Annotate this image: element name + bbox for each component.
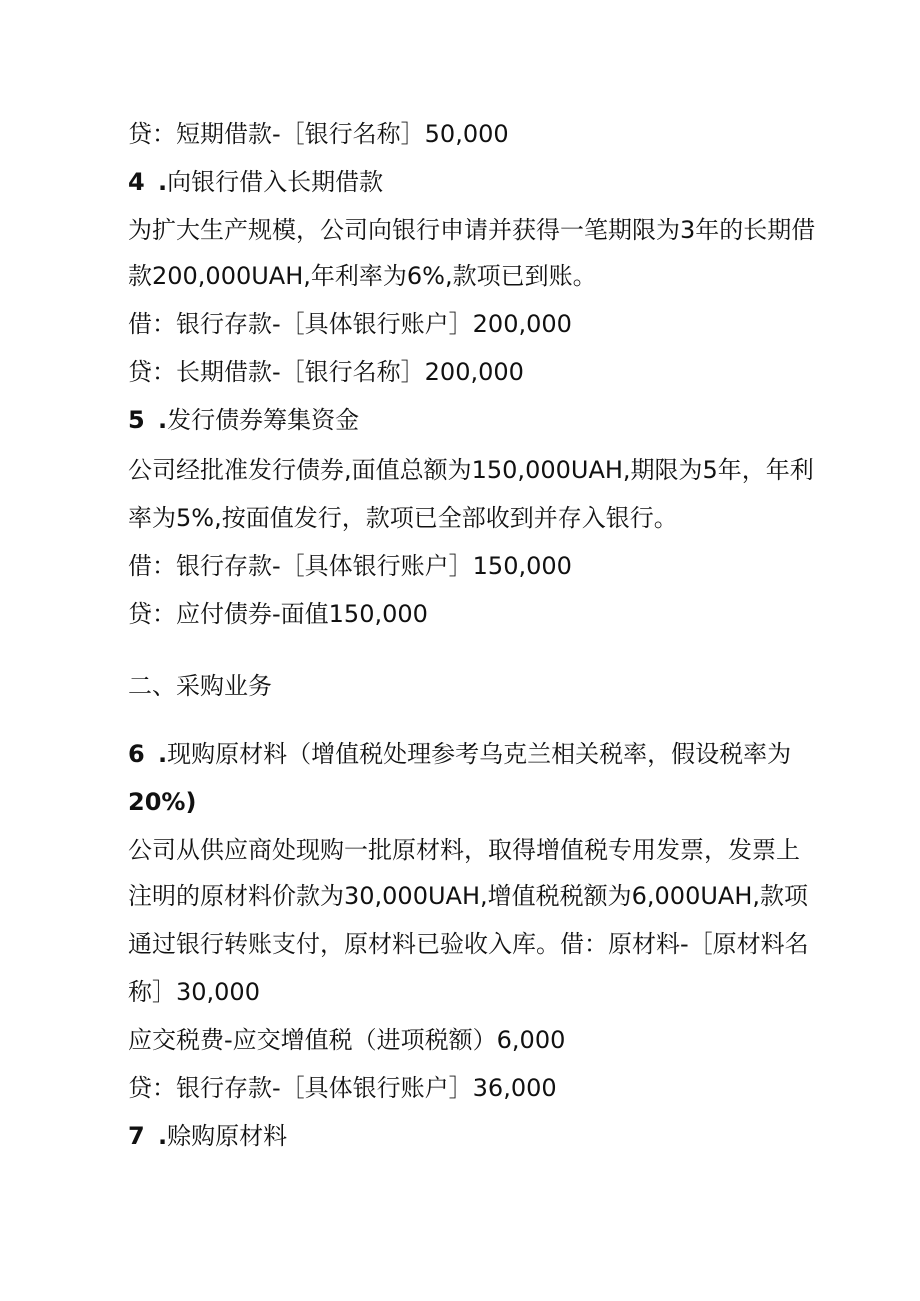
section-heading-7: 7 .赊购原材料 <box>128 1122 288 1150</box>
entry-credit-short-term-loan: 贷：短期借款-［银行名称］50,000 <box>128 120 509 148</box>
entry-credit-bonds-payable: 贷：应付债券-面值150,000 <box>128 600 428 628</box>
heading-number: 4 <box>128 168 145 196</box>
heading-continuation: 20%) <box>128 788 197 816</box>
heading-number: 6 <box>128 740 145 768</box>
paragraph-line: 款200,000UAH,年利率为6%,款项已到账。 <box>128 262 597 290</box>
paragraph-line: 通过银行转账支付，原材料已验收入库。借：原材料-［原材料名 <box>128 930 809 958</box>
paragraph-line: 公司经批准发行债券,面值总额为150,000UAH,期限为5年，年利 <box>128 456 814 484</box>
paragraph-line: 称］30,000 <box>128 978 260 1006</box>
paragraph-line: 为扩大生产规模，公司向银行申请并获得一笔期限为3年的长期借 <box>128 216 816 244</box>
entry-tax-payable-vat: 应交税费-应交增值税（进项税额）6,000 <box>128 1026 566 1054</box>
heading-number: 5 <box>128 406 145 434</box>
section-heading-5: 5 .发行债券筹集资金 <box>128 406 360 434</box>
heading-number: 7 <box>128 1122 145 1150</box>
heading-title: 赊购原材料 <box>167 1122 288 1150</box>
paragraph-line: 率为5%,按面值发行，款项已全部收到并存入银行。 <box>128 504 678 532</box>
heading-title: 向银行借入长期借款 <box>167 168 384 196</box>
section-title-purchasing: 二、采购业务 <box>128 672 272 700</box>
entry-credit-long-term-loan: 贷：长期借款-［银行名称］200,000 <box>128 358 524 386</box>
paragraph-line: 公司从供应商处现购一批原材料，取得增值税专用发票，发票上 <box>128 836 800 864</box>
heading-title: 发行债券筹集资金 <box>167 406 360 434</box>
section-heading-6: 6 .现购原材料（增值税处理参考乌克兰相关税率，假设税率为 <box>128 740 792 768</box>
entry-debit-bank-deposit: 借：银行存款-［具体银行账户］150,000 <box>128 552 572 580</box>
section-heading-4: 4 .向银行借入长期借款 <box>128 168 384 196</box>
entry-debit-bank-deposit: 借：银行存款-［具体银行账户］200,000 <box>128 310 572 338</box>
heading-title: 现购原材料（增值税处理参考乌克兰相关税率，假设税率为 <box>167 740 792 768</box>
entry-credit-bank-deposit: 贷：银行存款-［具体银行账户］36,000 <box>128 1074 557 1102</box>
paragraph-line: 注明的原材料价款为30,000UAH,增值税税额为6,000UAH,款项 <box>128 882 809 910</box>
